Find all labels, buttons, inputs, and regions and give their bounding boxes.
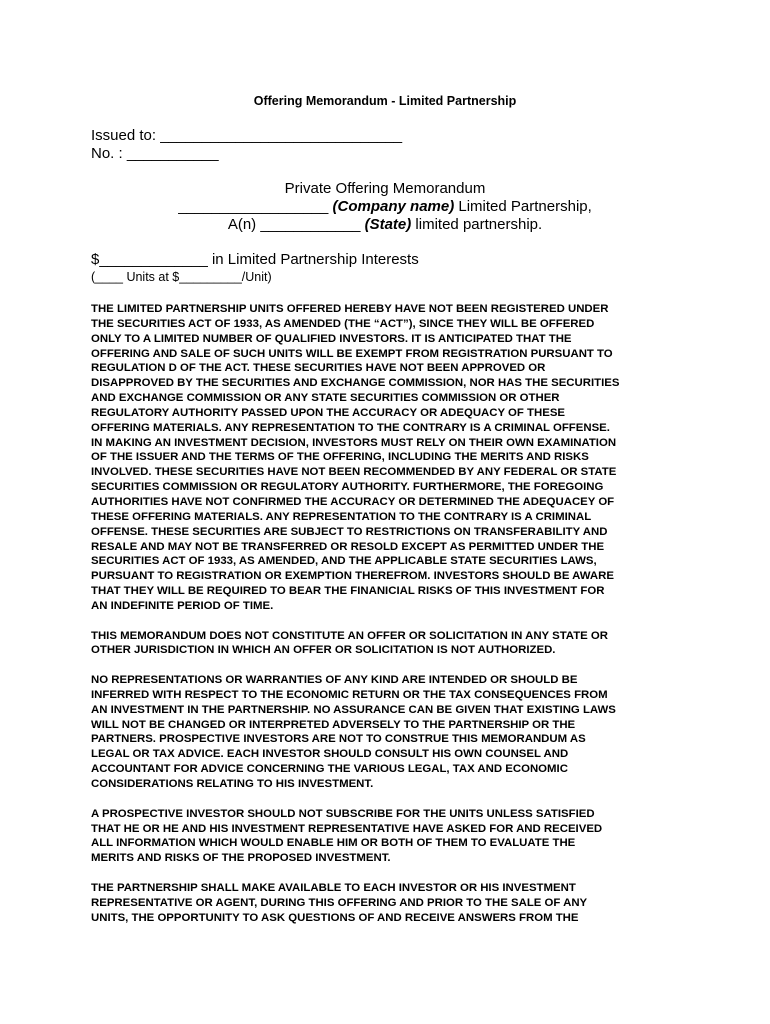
paragraph-line: THE SECURITIES ACT OF 1933, AS AMENDED (THE “ACT”), SINCE THEY WILL BE OFFERED xyxy=(91,317,595,330)
memorandum-heading xyxy=(0,180,770,234)
paragraph-line: ACCOUNTANT FOR ADVICE CONCERNING THE VARIOUS LEGAL, TAX AND ECONOMIC xyxy=(91,763,568,776)
paragraph-line: AN INDEFINITE PERIOD OF TIME. xyxy=(91,599,274,612)
paragraph-line: OF THE ISSUER AND THE TERMS OF THE OFFERING, INCLUDING THE MERITS AND RISKS xyxy=(91,451,589,464)
disclaimer-paragraph xyxy=(91,807,691,866)
paragraph-line: ONLY TO A LIMITED NUMBER OF QUALIFIED INVESTORS. IT IS ANTICIPATED THAT THE xyxy=(91,332,572,345)
paragraph-line: AND EXCHANGE COMMISSION OR ANY STATE SECURITIES COMMISSION OR OTHER xyxy=(91,392,560,405)
limited-partnership-suffix: limited partnership. xyxy=(411,216,543,233)
paragraph-line: AUTHORITIES HAVE NOT CONFIRMED THE ACCURACY OR DETERMINED THE ADEQUACEY OF xyxy=(91,495,615,508)
paragraph-line: ALL INFORMATION WHICH WOULD ENABLE HIM OR BOTH OF THEM TO EVALUATE THE xyxy=(91,837,576,850)
interests-line: $_____________ in Limited Partnership Interests xyxy=(91,251,419,268)
disclaimer-paragraph xyxy=(91,881,691,926)
company-blank: __________________ xyxy=(178,198,333,215)
paragraph-line: THE PARTNERSHIP SHALL MAKE AVAILABLE TO EACH INVESTOR OR HIS INVESTMENT xyxy=(91,881,576,894)
paragraph-line: RESALE AND MAY NOT BE TRANSFERRED OR RESOLD EXCEPT AS PERMITTED UNDER THE xyxy=(91,540,605,553)
limited-partnership-text: Limited Partnership, xyxy=(454,198,592,215)
paragraph-line: THE LIMITED PARTNERSHIP UNITS OFFERED HEREBY HAVE NOT BEEN REGISTERED UNDER xyxy=(91,303,609,315)
paragraph-line: MERITS AND RISKS OF THE PROPOSED INVESTMENT. xyxy=(91,852,391,865)
disclaimer-paragraph xyxy=(91,629,691,659)
paragraph-line: WILL NOT BE CHANGED OR INTERPRETED ADVERSELY TO THE PARTNERSHIP OR THE xyxy=(91,718,576,731)
paragraph-line: PARTNERS. PROSPECTIVE INVESTORS ARE NOT TO CONSTRUE THIS MEMORANDUM AS xyxy=(91,733,586,746)
paragraph-line: OFFERING MATERIALS. ANY REPRESENTATION TO THE CONTRARY IS A CRIMINAL OFFENSE. xyxy=(91,421,610,434)
company-name-label: (Company name) xyxy=(332,198,455,215)
paragraph-line: REGULATORY AUTHORITY PASSED UPON THE ACCURACY OR ADEQUACY OF THESE xyxy=(91,406,566,419)
state-label: (State) xyxy=(364,216,412,233)
units-line: (____ Units at $_________/Unit) xyxy=(91,270,272,284)
paragraph-line: THESE OFFERING MATERIALS. ANY REPRESENTATION TO THE CONTRARY IS A CRIMINAL xyxy=(91,510,592,523)
paragraph-line: INFERRED WITH RESPECT TO THE ECONOMIC RETURN OR THE TAX CONSEQUENCES FROM xyxy=(91,688,608,701)
state-prefix: A(n) ____________ xyxy=(227,216,365,233)
paragraph-line: LEGAL OR TAX ADVICE. EACH INVESTOR SHOULD CONSULT HIS OWN COUNSEL AND xyxy=(91,748,569,761)
disclaimer-paragraph xyxy=(91,673,691,792)
paragraph-line: AN INVESTMENT IN THE PARTNERSHIP. NO ASSURANCE CAN BE GIVEN THAT EXISTING LAWS xyxy=(91,703,616,716)
paragraph-line: THIS MEMORANDUM DOES NOT CONSTITUTE AN OFFER OR SOLICITATION IN ANY STATE OR xyxy=(91,629,608,642)
document-title: Offering Memorandum - Limited Partnership xyxy=(253,94,517,108)
paragraph-line: REGULATION D OF THE ACT. THESE SECURITIES HAVE NOT BEEN APPROVED OR xyxy=(91,362,546,375)
paragraph-line: CONSIDERATIONS RELATING TO HIS INVESTMENT. xyxy=(91,778,374,790)
heading-line-1: Private Offering Memorandum xyxy=(284,180,486,197)
paragraph-line: REPRESENTATIVE OR AGENT, DURING THIS OFFERING AND PRIOR TO THE SALE OF ANY xyxy=(91,896,588,909)
paragraph-line: UNITS, THE OPPORTUNITY TO ASK QUESTIONS OF AND RECEIVE ANSWERS FROM THE xyxy=(91,911,579,924)
paragraph-line: THAT HE OR HE AND HIS INVESTMENT REPRESENTATIVE HAVE ASKED FOR AND RECEIVED xyxy=(91,822,603,835)
paragraph-line: DISAPPROVED BY THE SECURITIES AND EXCHANGE COMMISSION, NOR HAS THE SECURITIES xyxy=(91,377,620,390)
paragraph-line: NO REPRESENTATIONS OR WARRANTIES OF ANY KIND ARE INTENDED OR SHOULD BE xyxy=(91,674,578,687)
paragraph-line: IN MAKING AN INVESTMENT DECISION, INVESTORS MUST RELY ON THEIR OWN EXAMINATION xyxy=(91,436,617,449)
disclaimer-paragraph xyxy=(91,302,691,614)
paragraph-line: THAT THEY WILL BE REQUIRED TO BEAR THE FINANICIAL RISKS OF THIS INVESTMENT FOR xyxy=(91,585,605,598)
issued-to-line: Issued to: _____________________________ xyxy=(91,127,403,144)
paragraph-line: A PROSPECTIVE INVESTOR SHOULD NOT SUBSCRIBE FOR THE UNITS UNLESS SATISFIED xyxy=(91,807,595,820)
disclaimer-body xyxy=(91,302,691,940)
heading-line-2 xyxy=(0,198,770,216)
heading-line-3 xyxy=(0,216,770,234)
paragraph-line: OTHER JURISDICTION IN WHICH AN OFFER OR SOLICITATION IS NOT AUTHORIZED. xyxy=(91,644,556,657)
paragraph-line: SECURITIES COMMISSION OR REGULATORY AUTHORITY. FURTHERMORE, THE FOREGOING xyxy=(91,481,604,494)
paragraph-line: INVOLVED. THESE SECURITIES HAVE NOT BEEN RECOMMENDED BY ANY FEDERAL OR STATE xyxy=(91,466,617,479)
paragraph-line: OFFENSE. THESE SECURITIES ARE SUBJECT TO RESTRICTIONS ON TRANSFERABILITY AND xyxy=(91,525,608,538)
paragraph-line: OFFERING AND SALE OF SUCH UNITS WILL BE EXEMPT FROM REGISTRATION PURSUANT TO xyxy=(91,347,613,360)
issued-block xyxy=(91,127,402,163)
paragraph-line: SECURITIES ACT OF 1933, AS AMENDED, AND THE APPLICABLE STATE SECURITIES LAWS, xyxy=(91,555,597,568)
paragraph-line: PURSUANT TO REGISTRATION OR EXEMPTION THEREFROM. INVESTORS SHOULD BE AWARE xyxy=(91,570,614,583)
number-line: No. : ___________ xyxy=(91,145,219,162)
